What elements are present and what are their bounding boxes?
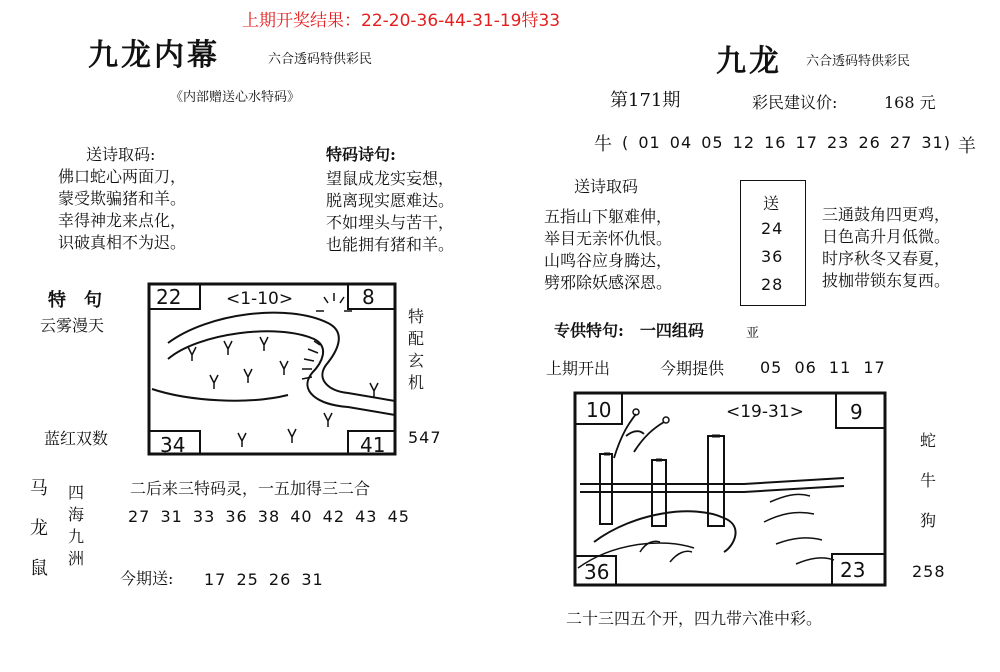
lan-hong-text: 蓝红双数 bbox=[44, 429, 109, 448]
right-corner-top-left: 10 bbox=[586, 398, 612, 422]
special-poem-line: 不如埋头与苦干， bbox=[326, 213, 455, 232]
te-pei-char: 配 bbox=[408, 329, 425, 348]
side-zodiac-snake: 蛇 bbox=[920, 431, 937, 450]
right-poem-line: 劈邪除妖感深恩。 bbox=[544, 273, 673, 292]
left-corner-bottom-left: 34 bbox=[160, 433, 186, 457]
side-zodiac-dog: 狗 bbox=[920, 511, 937, 530]
last-out-label: 上期开出 bbox=[546, 359, 611, 378]
right-sketch-image bbox=[574, 392, 886, 586]
today-numbers: 17 25 26 31 bbox=[204, 570, 324, 589]
te-pei-char: 玄 bbox=[408, 351, 425, 370]
right-bottom-verse: 二十三四五个开，四九带六准中彩。 bbox=[566, 609, 823, 628]
left-poem-line: 佛口蛇心两面刀， bbox=[58, 167, 187, 186]
left-verse: 二后来三特码灵，一五加得三二合 bbox=[130, 479, 371, 498]
left-sketch-image bbox=[148, 283, 396, 455]
left-poem-line: 蒙受欺骗猪和羊。 bbox=[58, 189, 187, 208]
te-pei-column bbox=[408, 306, 424, 394]
left-number-list: 27 31 33 36 38 40 42 43 45 bbox=[128, 507, 410, 526]
te-pei-char: 特 bbox=[408, 307, 425, 326]
te-ju-heading: 特 句 bbox=[48, 290, 102, 311]
right-poem-2-line: 披枷带锁东复西。 bbox=[822, 271, 951, 290]
offer-numbers: 05 06 11 17 bbox=[760, 358, 886, 377]
right-poem bbox=[544, 206, 672, 294]
right-poem-line: 举目无亲怀仇恨。 bbox=[544, 229, 673, 248]
right-corner-top-right: 9 bbox=[850, 400, 863, 424]
special-poem-line: 也能拥有猪和羊。 bbox=[326, 235, 455, 254]
ox-numbers: ( 01 04 05 12 16 17 23 26 27 31) bbox=[622, 133, 951, 152]
four-seas-char: 洲 bbox=[68, 549, 85, 568]
send-box-number: 24 bbox=[761, 219, 784, 238]
send-box-number: 36 bbox=[761, 247, 784, 266]
te-pei-number: 547 bbox=[408, 428, 442, 447]
right-poem-2-line: 时序秋冬又春夏， bbox=[822, 249, 951, 268]
te-pei-char: 机 bbox=[408, 373, 425, 392]
special-poem bbox=[326, 168, 454, 256]
side-zodiac-ox: 牛 bbox=[920, 471, 937, 490]
left-poem bbox=[58, 166, 186, 254]
left-poem-line: 幸得神龙来点化， bbox=[58, 211, 187, 230]
special-poem-line: 望鼠成龙实妄想， bbox=[326, 169, 455, 188]
special-line: 专供特句: 一四组码 bbox=[554, 321, 704, 340]
left-range-label: <1-10> bbox=[226, 289, 294, 309]
right-poem-2-line: 三通鼓角四更鸡， bbox=[822, 205, 951, 224]
right-poem-2 bbox=[822, 204, 950, 292]
four-seas-char: 海 bbox=[68, 505, 85, 524]
right-poem-heading: 送诗取码 bbox=[574, 177, 639, 196]
special-mark: 亚 bbox=[746, 326, 760, 341]
sheep-label: 羊 bbox=[958, 136, 976, 157]
right-corner-bottom-right: 23 bbox=[840, 558, 866, 582]
send-box bbox=[740, 180, 806, 306]
left-poem-line: 识破真相不为迟。 bbox=[58, 233, 187, 252]
left-gift-line: 《内部赠送心水特码》 bbox=[170, 90, 301, 105]
right-poem-line: 五指山下躯难伸， bbox=[544, 207, 673, 226]
right-poem-line: 山鸣谷应身腾达， bbox=[544, 251, 673, 270]
special-poem-heading: 特码诗句: bbox=[326, 145, 396, 164]
four-seas-column bbox=[68, 482, 84, 570]
send-box-label: 送 bbox=[763, 194, 780, 213]
issue-number: 第171期 bbox=[610, 90, 681, 111]
four-seas-char: 九 bbox=[68, 527, 85, 546]
left-corner-top-right: 8 bbox=[362, 285, 375, 309]
send-box-number: 28 bbox=[761, 275, 784, 294]
left-poem-heading: 送诗取码: bbox=[86, 145, 156, 164]
this-offer-label: 今期提供 bbox=[660, 359, 725, 378]
right-poem-2-line: 日色高升月低微。 bbox=[822, 227, 951, 246]
right-corner-bottom-left: 36 bbox=[584, 560, 610, 584]
left-subtitle: 六合透码特供彩民 bbox=[268, 52, 373, 67]
right-range-label: <19-31> bbox=[726, 402, 804, 422]
left-title: 九龙内幕 bbox=[88, 38, 220, 73]
te-ju-text: 云雾漫天 bbox=[40, 316, 105, 335]
side-number: 258 bbox=[912, 562, 946, 581]
right-subtitle: 六合透码特供彩民 bbox=[806, 54, 911, 69]
left-corner-bottom-right: 41 bbox=[360, 433, 386, 457]
zodiac-rat: 鼠 bbox=[30, 558, 48, 579]
special-poem-line: 脱离现实愿难达。 bbox=[326, 191, 455, 210]
ox-label: 牛 bbox=[594, 134, 612, 155]
today-label: 今期送: bbox=[120, 569, 174, 588]
right-title: 九龙 bbox=[716, 44, 782, 79]
left-corner-top-left: 22 bbox=[156, 285, 182, 309]
zodiac-horse: 马 bbox=[30, 478, 48, 499]
last-result-banner: 上期开奖结果：22-20-36-44-31-19特33 bbox=[242, 11, 561, 31]
four-seas-char: 四 bbox=[68, 483, 85, 502]
price-label: 彩民建议价: bbox=[752, 93, 838, 112]
price-value: 168 元 bbox=[884, 93, 936, 112]
zodiac-dragon: 龙 bbox=[30, 518, 48, 539]
